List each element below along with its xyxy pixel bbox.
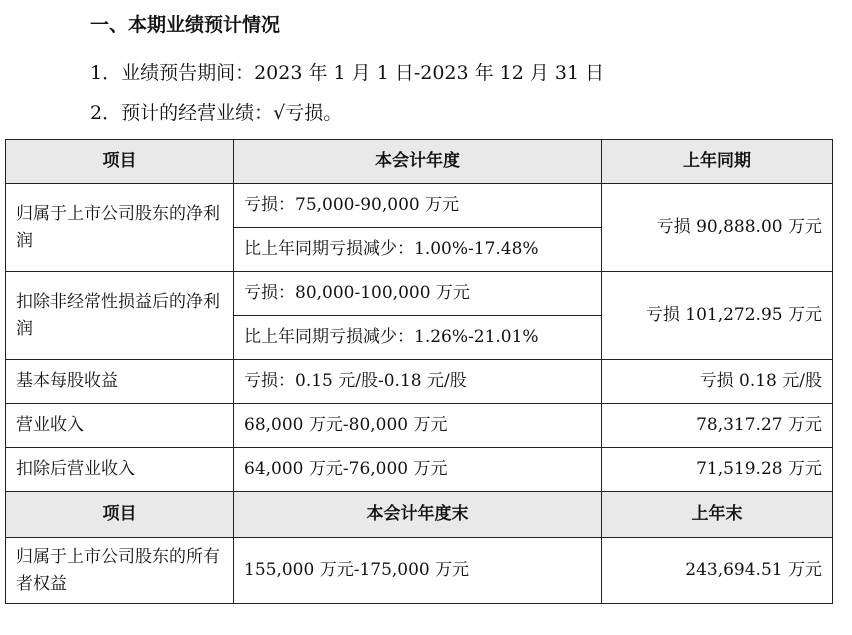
section-heading: 一、本期业绩预计情况 (90, 14, 281, 36)
table-row (6, 360, 833, 404)
header-current-year: 本会计年度 (234, 140, 602, 184)
table-header-row (6, 140, 833, 184)
net-profit-range: 亏损：75,000-90,000 万元 (234, 184, 602, 228)
header2-item: 项目 (6, 492, 234, 538)
eps-prior: 亏损 0.18 元/股 (602, 360, 833, 404)
net-profit-deducted-change: 比上年同期亏损减少：1.26%-21.01% (234, 316, 602, 360)
header2-year-end: 本会计年度末 (234, 492, 602, 538)
table-row (6, 448, 833, 492)
table-row (6, 404, 833, 448)
performance-forecast-table (5, 139, 833, 604)
net-profit-deducted-prior: 亏损 101,272.95 万元 (602, 272, 833, 360)
table-row (6, 272, 833, 316)
forecast-result-line: 2．预计的经营业绩：√亏损。 (90, 102, 343, 124)
row-label-eps: 基本每股收益 (6, 360, 234, 404)
revenue-current: 68,000 万元-80,000 万元 (234, 404, 602, 448)
row-label-net-profit: 归属于上市公司股东的净利润 (6, 184, 234, 272)
row-label-revenue-deducted: 扣除后营业收入 (6, 448, 234, 492)
equity-current: 155,000 万元-175,000 万元 (234, 538, 602, 604)
equity-prior: 243,694.51 万元 (602, 538, 833, 604)
forecast-period-line: 1．业绩预告期间：2023 年 1 月 1 日-2023 年 12 月 31 日 (90, 62, 605, 84)
header2-prior-year-end: 上年末 (602, 492, 833, 538)
revenue-deducted-prior: 71,519.28 万元 (602, 448, 833, 492)
table-row (6, 538, 833, 604)
eps-current: 亏损：0.15 元/股-0.18 元/股 (234, 360, 602, 404)
row-label-equity: 归属于上市公司股东的所有者权益 (6, 538, 234, 604)
net-profit-deducted-range: 亏损：80,000-100,000 万元 (234, 272, 602, 316)
net-profit-change: 比上年同期亏损减少：1.00%-17.48% (234, 228, 602, 272)
revenue-deducted-current: 64,000 万元-76,000 万元 (234, 448, 602, 492)
header-item: 项目 (6, 140, 234, 184)
row-label-net-profit-deducted: 扣除非经常性损益后的净利润 (6, 272, 234, 360)
net-profit-prior: 亏损 90,888.00 万元 (602, 184, 833, 272)
header-prior-year: 上年同期 (602, 140, 833, 184)
table-header-row-2 (6, 492, 833, 538)
revenue-prior: 78,317.27 万元 (602, 404, 833, 448)
row-label-revenue: 营业收入 (6, 404, 234, 448)
table-row (6, 184, 833, 228)
